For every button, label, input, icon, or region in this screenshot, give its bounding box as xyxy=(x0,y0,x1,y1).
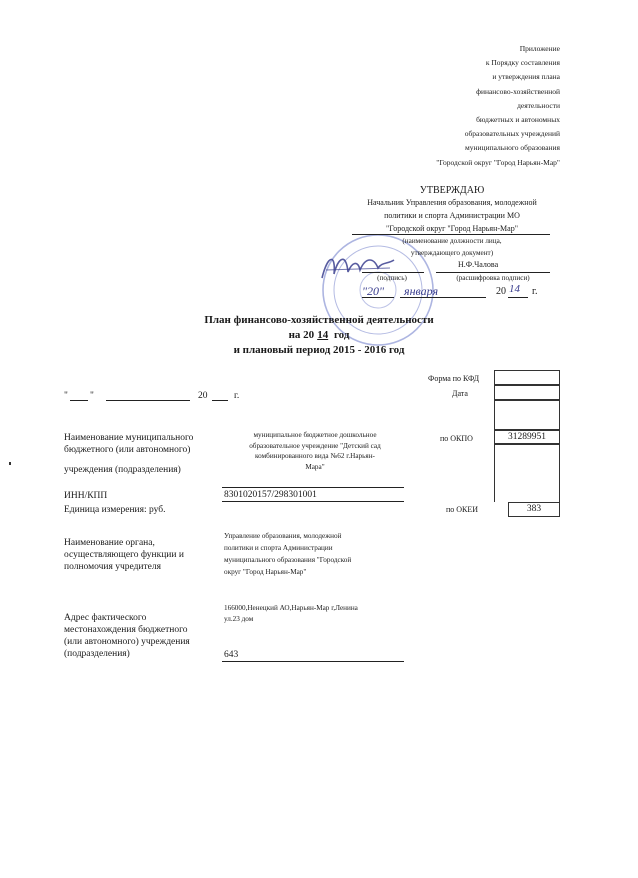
appendix-line: муниципального образования xyxy=(465,143,560,153)
form-kfd-label: Форма по КФД xyxy=(428,374,480,383)
appendix-line: "Городской округ "Город Нарьян-Мар" xyxy=(436,157,560,167)
okpo-label: по ОКПО xyxy=(440,434,473,443)
signer-name-line xyxy=(436,272,550,273)
approval-year-suffix: 14 xyxy=(509,283,520,295)
appendix-line: Приложение xyxy=(519,44,560,53)
okpo-code-cell xyxy=(494,430,560,444)
appendix-line: бюджетных и автономных xyxy=(476,115,560,125)
position-underline xyxy=(352,234,550,235)
appendix-line: финансово-хозяйственной xyxy=(476,86,560,96)
address-underline xyxy=(222,661,404,662)
scan-mark xyxy=(9,462,11,465)
address-label-line: местонахождения бюджетного xyxy=(64,625,188,635)
okei-code-cell xyxy=(508,502,560,517)
form-kfd-code-cell xyxy=(494,370,560,385)
blank-code-cell xyxy=(494,444,560,502)
blank-code-cell xyxy=(494,400,560,430)
approval-heading: УТВЕРЖДАЮ xyxy=(419,185,485,196)
signature-line xyxy=(362,272,424,273)
approval-year-line xyxy=(508,297,528,298)
appendix-line: к Порядку составления xyxy=(485,58,560,68)
institution-label-line: бюджетного (или автономного) xyxy=(64,445,191,455)
position-caption: (наименование должности лица, xyxy=(402,237,502,245)
institution-value-line: муниципальное бюджетное дошкольное xyxy=(253,431,377,439)
founder-value-line: Управление образования, молодежной xyxy=(224,532,342,540)
title-year: 14 xyxy=(317,329,329,341)
founder-value-line: округ "Город Нарьян-Мар" xyxy=(224,568,307,576)
founder-label xyxy=(64,537,184,573)
address-code: 643 xyxy=(224,650,239,660)
date-year-line xyxy=(212,400,228,401)
appendix-line: и утверждения плана xyxy=(492,72,560,82)
founder-value-line: муниципального образования "Городской xyxy=(224,556,352,564)
institution-label xyxy=(64,432,193,476)
date-month-line xyxy=(106,400,190,401)
address-value xyxy=(224,603,406,624)
address-label xyxy=(64,612,190,660)
institution-value-line: комбинированного вида №62 г.Нарьян- xyxy=(255,452,375,460)
unit-label: Единица измерения: руб. xyxy=(64,505,166,515)
date-quote-close: " xyxy=(90,391,94,401)
date-year-suffix: г. xyxy=(234,391,240,401)
position-caption: утверждающего документ) xyxy=(410,249,494,257)
appendix-block xyxy=(300,42,560,170)
okpo-value: 31289951 xyxy=(508,432,546,442)
institution-value-line: образовательное учреждение "Детский сад xyxy=(249,441,381,450)
document-subtitle xyxy=(0,329,638,341)
approval-year-end: г. xyxy=(532,286,538,297)
institution-label-line: учреждения (подразделения) xyxy=(64,465,181,475)
founder-label-line: осуществляющего функции и xyxy=(64,550,184,560)
inn-value: 8301020157/298301001 xyxy=(224,490,317,500)
document-period: и плановый период 2015 - 2016 год xyxy=(233,344,405,356)
inn-underline xyxy=(222,501,404,502)
founder-label-line: полномочия учредителя xyxy=(64,562,161,572)
address-value-line: ул.23 дом xyxy=(224,614,254,623)
date-code-cell xyxy=(494,385,560,400)
address-label-line: Адрес фактического xyxy=(64,613,147,623)
date-label: Дата xyxy=(452,389,468,398)
founder-value-line: политики и спорта Администрации xyxy=(224,544,333,552)
document-title: План финансово-хозяйственной деятельности xyxy=(204,314,434,326)
approval-year-prefix: 20 xyxy=(496,286,506,297)
approval-position-line: Начальник Управления образования, молодежной xyxy=(367,198,537,207)
appendix-line: образовательных учреждений xyxy=(464,129,560,139)
date-year-prefix: 20 xyxy=(198,391,208,401)
okei-label: по ОКЕИ xyxy=(446,505,479,514)
address-label-line: (подразделения) xyxy=(64,649,130,659)
okei-value: 383 xyxy=(526,504,542,514)
approval-position-line: политики и спорта Администрации МО xyxy=(384,211,520,220)
appendix-line: деятельности xyxy=(517,100,560,110)
founder-value xyxy=(224,530,404,578)
institution-value xyxy=(226,430,404,472)
approval-month-line xyxy=(400,297,486,298)
inn-top-line xyxy=(222,487,404,488)
date-quote-open: " xyxy=(64,391,68,401)
address-label-line: (или автономного) учреждения xyxy=(64,637,190,647)
signer-name: Н.Ф.Чалова xyxy=(458,260,499,269)
signature-caption: (подпись) xyxy=(377,274,407,282)
approval-day: "20" xyxy=(362,284,385,298)
inn-label: ИНН/КПП xyxy=(64,491,108,501)
name-caption: (расшифровка подписи) xyxy=(456,274,530,282)
institution-label-line: Наименование муниципального xyxy=(64,433,194,443)
institution-value-line: Мара" xyxy=(305,462,325,471)
approval-month: января xyxy=(404,284,439,298)
title-year-suffix: год xyxy=(333,329,350,341)
approval-position-line: "Городской округ "Город Нарьян-Мар" xyxy=(386,224,518,233)
approval-day-line xyxy=(362,297,394,298)
title-year-prefix: на 20 xyxy=(288,329,315,341)
founder-label-line: Наименование органа, xyxy=(64,538,155,548)
address-value-line: 166000,Ненецкий АО,Нарьян-Мар г,Ленина xyxy=(224,604,358,612)
date-day-line xyxy=(70,400,88,401)
